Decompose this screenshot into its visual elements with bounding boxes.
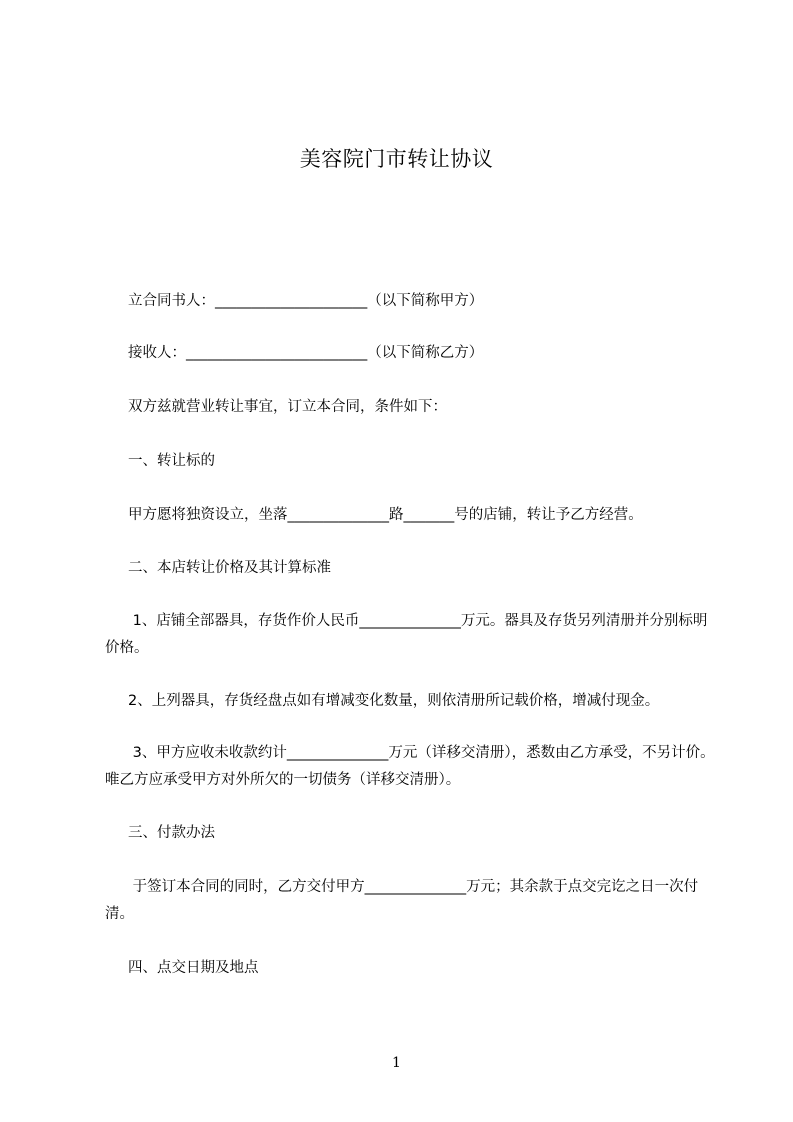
- paragraph-intro: 双方兹就营业转让事宜，订立本合同，条件如下：: [105, 399, 448, 415]
- paragraph-party-a: 立合同书人：_____________________（以下简称甲方）: [105, 293, 484, 309]
- paragraph-clause-2: 2、上列器具，存货经盘点如有增减变化数量，则依清册所记载价格，增减付现金。: [105, 693, 660, 709]
- section-heading-4: 四、点交日期及地点: [105, 960, 259, 976]
- paragraph-transfer-object: 甲方愿将独资设立，坐落______________路_______号的店铺，转让予乙方经营。: [105, 507, 643, 523]
- page-number: 1: [392, 1055, 401, 1071]
- section-heading-2: 二、本店转让价格及其计算标准: [105, 560, 332, 576]
- paragraph-payment: 于签订本合同的同时，乙方交付甲方______________万元；其余款于点交完讫之日一次付清。: [105, 879, 699, 922]
- paragraph-clause-1: 1、店铺全部器具，存货作价人民币______________万元。器具及存货另列清册并分别标明价格。: [105, 613, 708, 656]
- paragraph-clause-3: 3、甲方应收未收款约计______________万元（详移交清册），悉数由乙方承受，不另计价。唯乙方应承受甲方对外所欠的一切债务（详移交清册）。: [105, 745, 715, 788]
- paragraph-party-b: 接收人：_________________________（以下简称乙方）: [105, 345, 484, 361]
- document-title: 美容院门市转让协议: [299, 147, 494, 171]
- section-heading-3: 三、付款办法: [105, 825, 216, 841]
- section-heading-1: 一、转让标的: [105, 453, 216, 469]
